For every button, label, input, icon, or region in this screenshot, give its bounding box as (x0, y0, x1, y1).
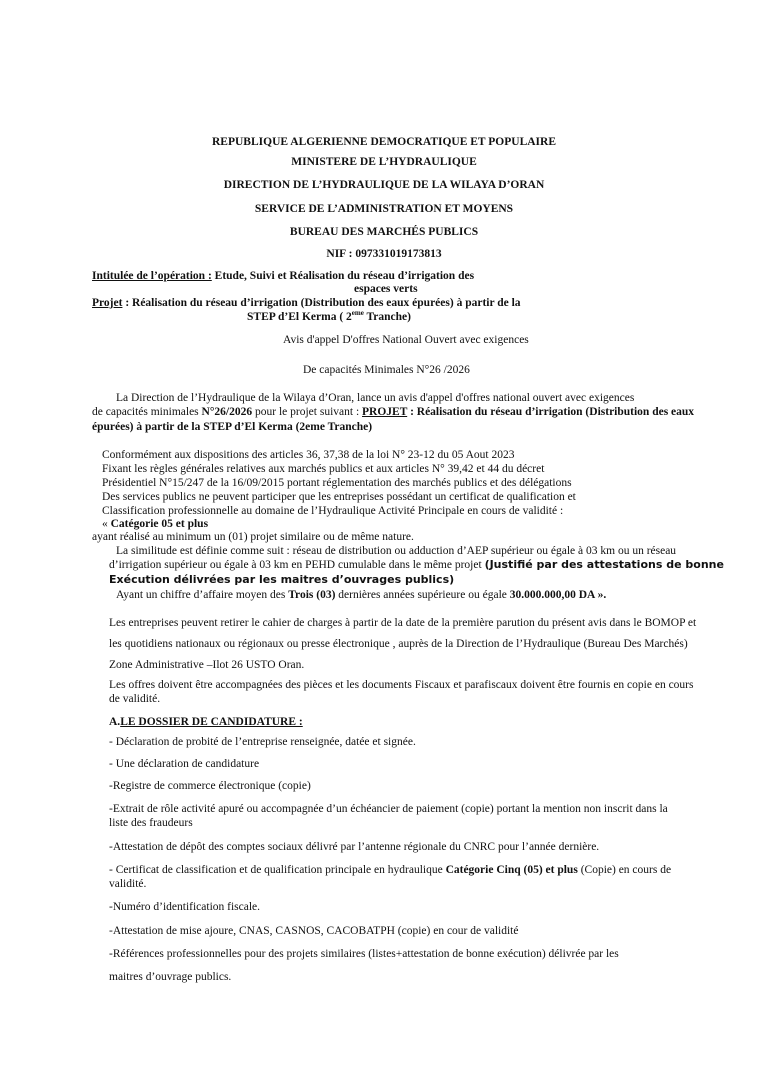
conform-line-7: ayant réalisé au minimum un (01) projet similaire ou de même nature. (92, 531, 414, 543)
intro-line-1: La Direction de l’Hydraulique de la Wilaya d’Oran, lance un avis d'appel d'offres national ouvert avec exigences (116, 392, 635, 404)
operation-text: Etude, Suivi et Réalisation du réseau d’irrigation des (211, 270, 475, 282)
dossier-item (109, 863, 671, 878)
conform-similitude: d’irrigation supérieur ou égale à 03 km en PEHD cumulable dans le même projet (109, 559, 485, 571)
intro-text-a: de capacités minimales (92, 406, 202, 418)
dossier-item: -Attestation de dépôt des comptes sociaux délivré par l’antenne régionale du CNRC pour l’année dernière. (109, 841, 600, 853)
dossier-title-text: LE DOSSIER DE CANDIDATURE : (120, 716, 303, 728)
dossier-item: -Registre de commerce électronique (copie) (109, 780, 311, 792)
certificat-copie: (Copie) en cours de (577, 864, 672, 876)
conform-line-1: Conformément aux dispositions des articles 36, 37,38 de la loi N° 23-12 du 05 Aout 2023 (102, 449, 515, 461)
dossier-item: -Extrait de rôle activité apuré ou accompagnée d’un échéancier de paiement (copie) portant la mention non inscrit dans la (109, 803, 668, 815)
header-direction: DIRECTION DE L’HYDRAULIQUE DE LA WILAYA D’ORAN (223, 179, 545, 191)
intro-projet-label: PROJET (362, 406, 408, 418)
dossier-title (109, 715, 303, 730)
intro-number: N°26/2026 (201, 406, 253, 418)
ca-text-a: Ayant un chiffre d’affaire moyen des (116, 589, 289, 601)
dossier-item: maitres d’ouvrage publics. (109, 971, 232, 983)
conform-line-4: Des services publics ne peuvent participer que les entreprises possédant un certificat de qualification et (102, 491, 576, 503)
ca-trois: Trois (03) (288, 589, 336, 601)
dossier-item: - Déclaration de probité de l’entreprise renseignée, datée et signée. (109, 736, 416, 748)
header-service: SERVICE DE L’ADMINISTRATION ET MOYENS (254, 203, 514, 215)
conform-line-9 (109, 558, 724, 573)
projet-tranche: Tranche) (363, 310, 411, 323)
ca-text-c: dernières années supérieure ou égale (335, 589, 510, 601)
conform-line-5: Classification professionnelle au domaine de l’Hydraulique Activité Principale en cours de validité : (102, 505, 564, 517)
offres-line-2: de validité. (109, 693, 161, 705)
operation-label: Intitulée de l’opération : (92, 270, 212, 282)
header-bureau: BUREAU DES MARCHÉS PUBLICS (289, 226, 479, 238)
intro-line-3: épurées) à partir de la STEP d’El Kerma (2eme Tranche) (92, 421, 373, 433)
dossier-item: -Numéro d’identification fiscale. (109, 901, 261, 913)
projet-line-2 (247, 309, 411, 325)
intro-projet-text: : Réalisation du réseau d’irrigation (Distribution des eaux (407, 406, 695, 418)
conform-line-10: Exécution délivrées par les maitres d’ouvrages publics) (109, 573, 455, 586)
conform-line-8: La similitude est définie comme suit : réseau de distribution ou adduction d’AEP supérieur ou égale à 03 km ou un réseau (116, 545, 677, 557)
projet-text: : Réalisation du réseau d’irrigation (Distribution des eaux épurées) à partir de la (122, 297, 521, 309)
retrait-line-1: Les entreprises peuvent retirer le cahier de charges à partir de la date de la première parution du présent avis dans le BOMOP et (109, 617, 697, 629)
offres-line-1: Les offres doivent être accompagnées des pièces et les documents Fiscaux et parafiscaux doivent être fournis en copie en cours (109, 679, 694, 691)
conform-categorie: Catégorie 05 et plus (110, 518, 209, 530)
dossier-item: validité. (109, 878, 147, 890)
dossier-item: -Attestation de mise ajoure, CNAS, CASNOS, CACOBATPH (copie) en cour de validité (109, 925, 519, 937)
avis-title: Avis d'appel D'offres National Ouvert avec exigences (283, 334, 529, 346)
projet-sup: eme (351, 309, 364, 317)
dossier-item: -Références professionnelles pour des projets similaires (listes+attestation de bonne exécution) délivrée par les (109, 948, 619, 960)
conform-quote: « (102, 518, 111, 530)
dossier-item: - Une déclaration de candidature (109, 758, 260, 770)
projet-step: STEP d’El Kerma ( 2 (247, 310, 352, 323)
operation-line-2: espaces verts (354, 283, 418, 295)
header-nif: NIF : 097331019173813 (326, 248, 442, 260)
retrait-line-2: les quotidiens nationaux ou régionaux ou presse électronique , auprès de la Direction de l’Hydraulique (Bureau Des Marchés) (109, 638, 688, 650)
conform-line-3: Présidentiel N°15/247 de la 16/09/2015 portant réglementation des marchés publics et des délégations (102, 477, 572, 489)
header-republique: REPUBLIQUE ALGERIENNE DEMOCRATIQUE ET POPULAIRE (212, 136, 556, 148)
retrait-line-3: Zone Administrative –Ilot 26 USTO Oran. (109, 659, 305, 671)
certificat-text: - Certificat de classification et de qualification principale en hydraulique (109, 864, 446, 876)
avis-capacites: De capacités Minimales N°26 /2026 (303, 364, 470, 376)
certificat-categorie: Catégorie Cinq (05) et plus (445, 864, 578, 876)
projet-label: Projet (92, 297, 123, 309)
ca-amount: 30.000.000,00 DA ». (509, 589, 607, 601)
intro-text-c: pour le projet suivant : (252, 406, 363, 418)
header-ministere: MINISTERE DE L’HYDRAULIQUE (291, 156, 477, 168)
conform-line-11 (116, 588, 606, 603)
dossier-item: liste des fraudeurs (109, 817, 193, 829)
conform-justifie: (Justifié par des attestations de bonne (484, 558, 724, 571)
intro-line-2 (92, 405, 694, 420)
conform-line-2: Fixant les règles générales relatives aux marchés publics et aux articles N° 39,42 et 44 du décret (102, 463, 545, 475)
dossier-title-prefix: A. (109, 716, 121, 728)
